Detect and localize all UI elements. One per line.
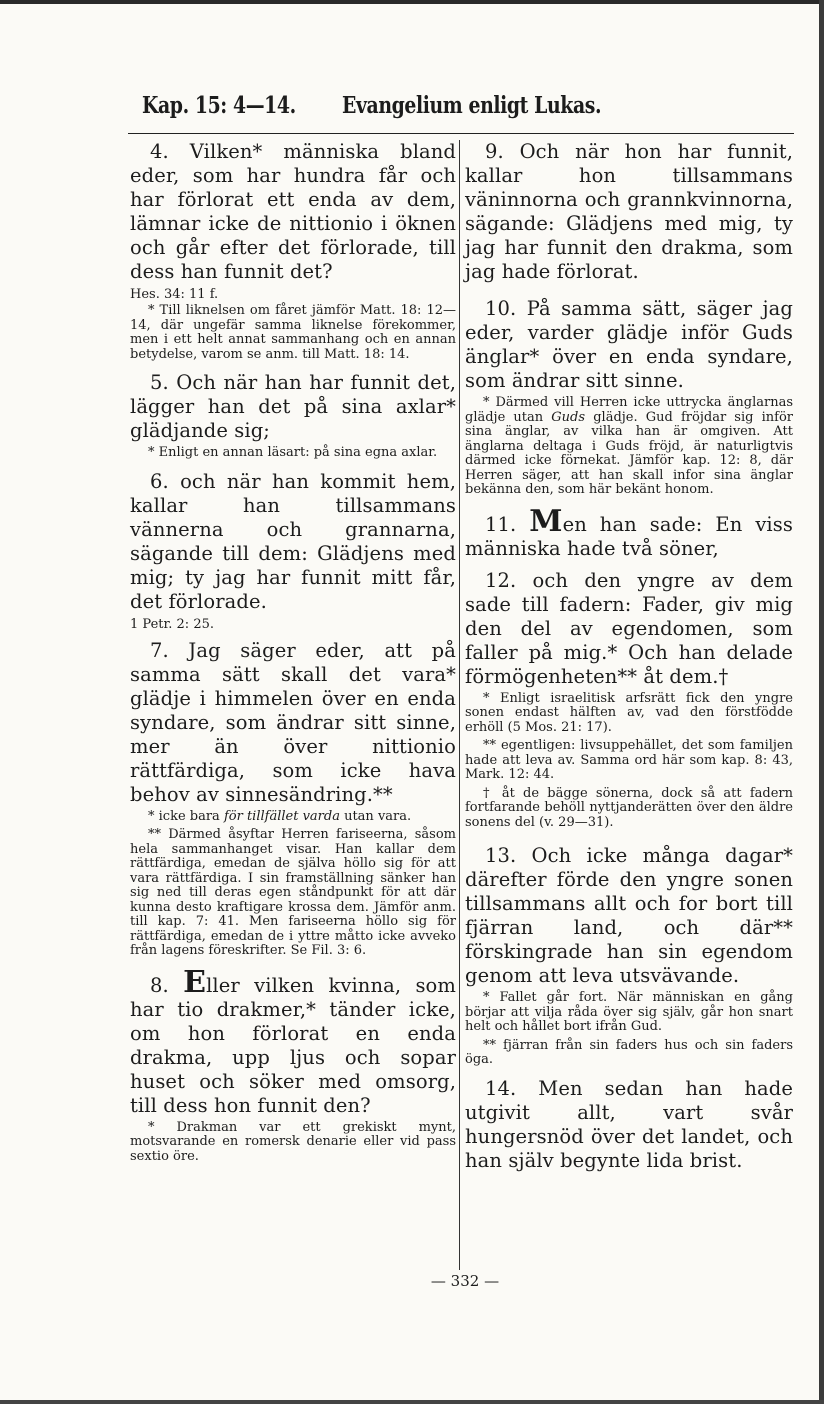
verse-12-note-2: ** egentligen: livsuppehället, det som familjen hade att leva av. Samma ord här som kap. 8: 43, Mark. 12: 44. [465,738,793,782]
verse-7-note-1 [130,810,456,825]
verse-8-text: ller vilken kvinna, som har tio drakmer,* tänder icke, om hon förlorat en enda drakma, upp ljus och sopar huset och söker med omsorg, till dess hon funnit den? [130,973,456,1117]
verse-7-note-2: ** Därmed åsyftar Herren fariseerna, såsom hela sammanhanget visar. Han kallar dem rättfärdiga, emedan de själva höllo sig för att vara rättfärdiga. I sin framställning sänker han sig ned till deras egen ståndpunkt för att där kunna desto kraftigare krossa dem. Jämför anm. till kap. 7: 41. Men fariseerna höllo sig för rättfärdiga, emedan de i yttre måtto icke avveko från lagens föreskrifter. Se Fil. 3: 6. [130,827,456,958]
verse-12: 12. och den yngre av dem sade till fadern: Fader, giv mig den del av egendomen, som faller på mig.* Och han delade förmögenheten** åt dem.† [465,568,793,688]
verse-12-note-3: † åt de bägge sönerna, dock så att fadern fortfarande behöll nyttjanderätten över den äldre sonens del (v. 29—31). [465,785,793,830]
left-column [130,140,456,1168]
verse-7: 7. Jag säger eder, att på samma sätt skall det vara* glädje i himmelen över en enda syndare, som ändrar sitt sinne, mer än över nittionio rättfärdiga, som icke hava behov av sinnesändring.** [130,638,456,806]
page-edge-right [819,0,824,1404]
verse-4-reference: Hes. 34: 11 f. [130,287,219,302]
verse-8 [130,964,456,1118]
verse-6-reference: 1 Petr. 2: 25. [130,616,214,632]
verse-10-note [465,396,793,498]
verse-10: 10. På samma sätt, säger jag eder, varder glädje inför Guds änglar* över en enda syndare, som ändrar sitt sinne. [465,297,793,392]
header-rule [128,133,794,134]
verse-10-note-pre: * Därmed vill Herren icke uttrycka änglarnas glädje utan [465,395,793,425]
chapter-reference: Kap. 15: 4—14. [142,92,296,119]
page-edge-bottom [0,1400,824,1404]
column-divider [459,140,460,1270]
right-column [465,140,793,1176]
verse-11-number: 11. [485,512,517,536]
book-title: Evangelium enligt Lukas. [342,92,602,119]
verse-13-note-2: ** fjärran från sin faders hus och sin faders öga. [465,1037,793,1067]
verse-8-note: * Drakman var ett grekiskt mynt, motsvarande en romersk denarie eller vid pass sextio öre. [130,1119,456,1164]
verse-11-initial: M [529,503,563,539]
verse-13-note-1: * Fallet går fort. När människan en gång börjar att vilja råda över sig själv, går hon snart helt och hållet bort ifrån Gud. [465,990,793,1034]
verse-13: 13. Och icke många dagar* därefter förde den yngre sonen tillsammans allt och for bort till fjärran land, och där** förskingrade han sin egendom genom att leva utsvävande. [465,844,793,987]
verse-11 [465,503,793,561]
verse-7-note-1-pre: * icke bara [148,808,224,824]
verse-12-note-1: * Enligt israelitisk arfsrätt fick den yngre sonen endast hälften av, vad den förstfödde erhöll (5 Mos. 21: 17). [465,690,793,735]
verse-4: 4. Vilken* människa bland eder, som har hundra får och har förlorat ett enda av dem, lämnar icke de nittionio i öknen och går efter det förlorade, till dess han funnit det? [130,140,456,283]
verse-5-note: * Enligt en annan läsart: på sina egna axlar. [148,445,438,460]
verse-8-initial: E [183,964,207,1000]
running-header [142,92,794,126]
verse-7-note-1-emphasis: för tillfället varda [223,808,340,824]
verse-5: 5. Och när han har funnit det, lägger han det på sina axlar* glädjande sig; [130,371,456,442]
page-edge-top [0,0,824,4]
page-number: — 332 — [430,1272,500,1290]
verse-4-note: * Till liknelsen om fåret jämför Matt. 18: 12—14, där ungefär samma liknelse förekommer, men i ett helt annat sammanhang och en annan betydelse, varom se anm. till Matt. 18: 14. [130,303,456,362]
verse-11-text: en han sade: En viss människa hade två söner, [465,512,793,560]
verse-9: 9. Och när hon har funnit, kallar hon tillsammans väninnorna och grannkvinnorna, sägande: Glädjens med mig, ty jag har funnit den drakma, som jag hade förlorat. [465,140,793,283]
verse-10-note-post: glädje. Gud fröjdar sig inför sina änglar, av vilka han är omgiven. Att änglarna deltaga i Guds fröjd, är naturligtvis därmed icke förnekat. Jämför kap. 12: 8, där Herren säger, att han skall infor sina änglar bekänna den, som här bekänt honom. [465,409,793,497]
verse-7-note-1-post: utan vara. [339,808,412,824]
verse-14: 14. Men sedan han hade utgivit allt, vart svår hungersnöd över det landet, och han själv begynte lida brist. [465,1076,793,1172]
verse-6: 6. och när han kommit hem, kallar han tillsammans vännerna och grannarna, sägande till dem: Glädjens med mig; ty jag har funnit mitt får, det förlorade. [130,469,456,613]
verse-10-note-emphasis: Guds [551,409,586,425]
verse-8-number: 8. [150,973,169,997]
